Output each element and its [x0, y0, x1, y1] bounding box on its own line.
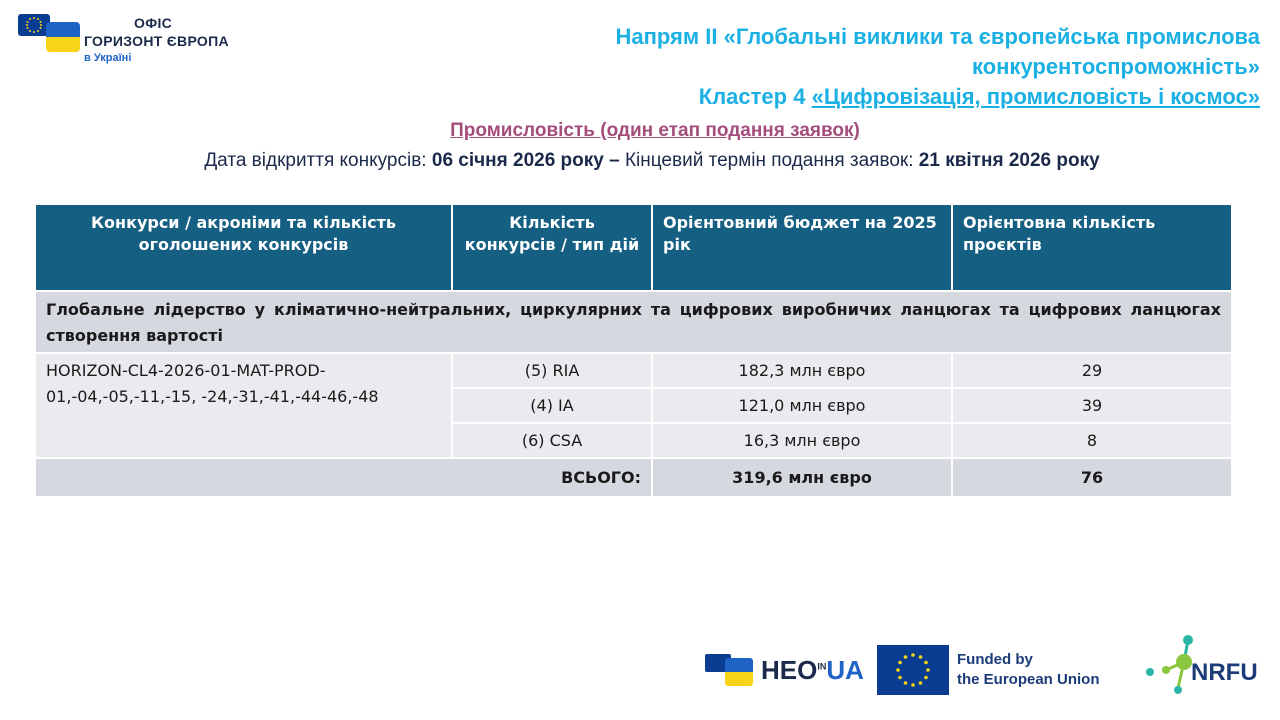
- flags-icon: [18, 14, 76, 54]
- budget-cell: 182,3 млн євро: [652, 353, 952, 388]
- heo-flags-icon: [705, 654, 753, 686]
- projects-cell: 8: [952, 423, 1232, 458]
- office-logo: [18, 14, 229, 66]
- title-line-2: конкурентоспроможність»: [971, 54, 1260, 79]
- budget-cell: 121,0 млн євро: [652, 388, 952, 423]
- ua-flag-icon: [46, 22, 80, 52]
- eu-line-1: Funded by: [957, 651, 1033, 668]
- budget-cell: 16,3 млн євро: [652, 423, 952, 458]
- eu-funding-text: [957, 650, 1100, 690]
- title-line-1: Напрям II «Глобальні виклики та європейська промислова: [615, 24, 1260, 49]
- calls-table: [34, 203, 1233, 498]
- type-cell: (5) RIA: [452, 353, 652, 388]
- total-budget: 319,6 млн євро: [652, 458, 952, 497]
- acronyms-cell: HORIZON-CL4-2026-01-MAT-PROD-01,-04,-05,-11,-15, -24,-31,-41,-44-46,-48: [35, 353, 452, 458]
- nrfu-text: NRFU: [1191, 659, 1258, 686]
- cluster-title: [460, 82, 1260, 112]
- open-date: 06 січня 2026 року –: [431, 150, 620, 171]
- cluster-name-link[interactable]: «Цифровізація, промисловість і космос»: [811, 84, 1260, 109]
- heo-ua-logo: [705, 654, 864, 686]
- section-row: [35, 291, 1232, 353]
- total-projects: 76: [952, 458, 1232, 497]
- logo-line-2: ГОРИЗОНТ ЄВРОПА: [84, 33, 229, 49]
- subheading: Промисловість (один етап подання заявок): [450, 120, 860, 141]
- heo-text: HEO: [761, 654, 818, 685]
- page-title: [460, 22, 1260, 112]
- projects-cell: 39: [952, 388, 1232, 423]
- logo-line-1: ОФІС: [134, 15, 173, 31]
- heo-ua-text: UA: [826, 654, 864, 685]
- header-budget: Орієнтовний бюджет на 2025 рік: [652, 204, 952, 291]
- table-row: [35, 353, 1232, 388]
- table-header-row: [35, 204, 1232, 291]
- dates-line: [0, 150, 1280, 172]
- section-title: Глобальне лідерство у кліматично-нейтральних, циркулярних та цифрових виробничих ланцюгах та цифрових ланцюгах створення вартості: [35, 291, 1232, 353]
- deadline-date: 21 квітня 2026 року: [918, 150, 1100, 171]
- type-cell: (6) CSA: [452, 423, 652, 458]
- projects-cell: 29: [952, 353, 1232, 388]
- header-type: Кількість конкурсів / тип дій: [452, 204, 652, 291]
- total-label: ВСЬОГО:: [35, 458, 652, 497]
- deadline-label: Кінцевий термін подання заявок:: [624, 150, 914, 171]
- eu-line-2: the European Union: [957, 671, 1100, 688]
- footer-logos: [0, 630, 1280, 710]
- header-projects: Орієнтовна кількість проєктів: [952, 204, 1232, 291]
- eu-flag-icon: [877, 645, 949, 695]
- cluster-prefix: Кластер 4: [698, 84, 806, 109]
- heo-in-text: IN: [817, 660, 827, 671]
- open-label: Дата відкриття конкурсів:: [204, 150, 427, 171]
- logo-line-3: в Україні: [84, 52, 132, 64]
- total-row: [35, 458, 1232, 497]
- header-calls: Конкурси / акроніми та кількість оголошених конкурсів: [35, 204, 452, 291]
- type-cell: (4) IA: [452, 388, 652, 423]
